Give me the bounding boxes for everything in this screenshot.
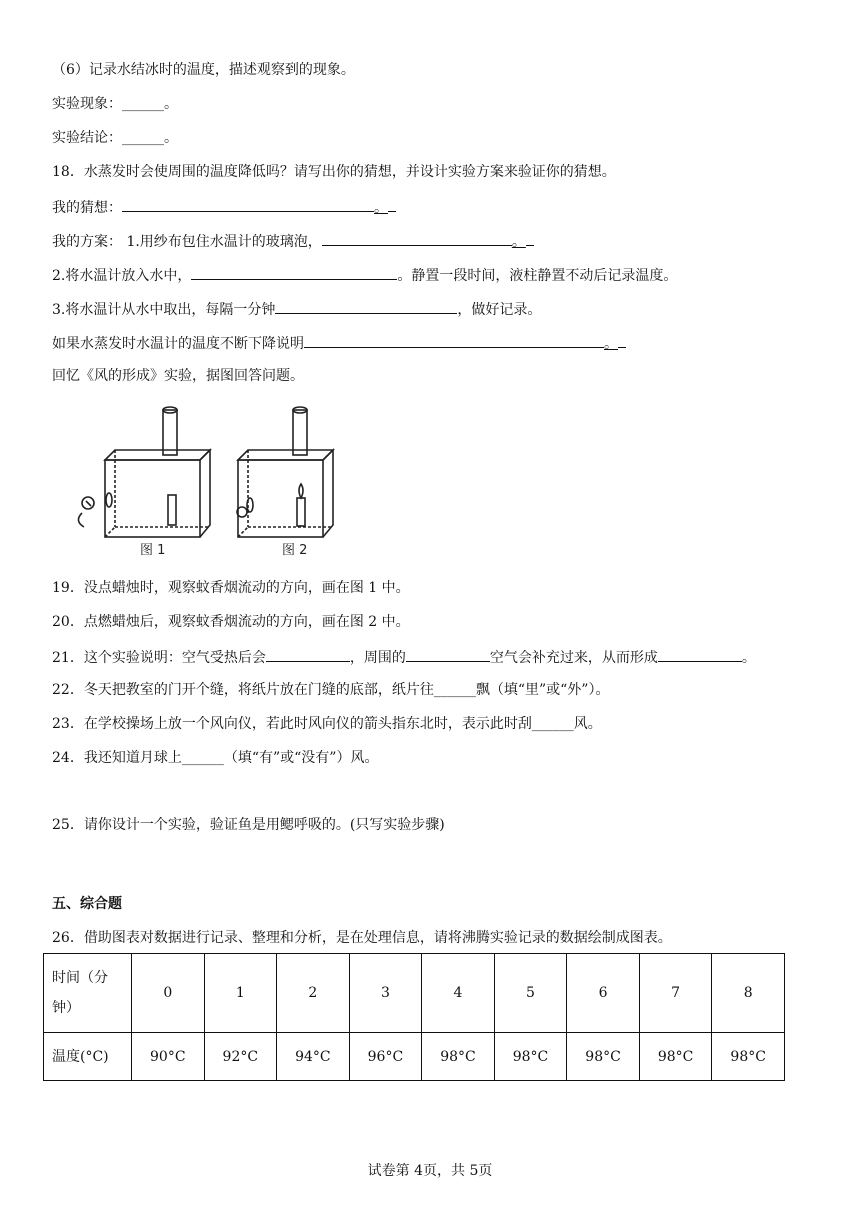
temp-cell: 98°C	[567, 1033, 640, 1081]
plan-step1: 我的方案： 1.用纱布包住水温计的玻璃泡，	[52, 234, 322, 250]
q21-blank-3[interactable]	[658, 646, 742, 662]
temp-header: 温度(°C)	[44, 1033, 132, 1081]
q21-part-c: 空气会补充过来，从而形成	[489, 650, 658, 666]
time-cell: 0	[132, 954, 205, 1033]
q21-blank-2[interactable]	[406, 646, 490, 662]
wind-experiment-figure	[60, 395, 360, 560]
question-25: 25．请你设计一个实验，验证鱼是用鳃呼吸的。(只写实验步骤)	[52, 817, 445, 833]
guess-blank[interactable]	[122, 196, 374, 212]
boiling-data-table	[43, 953, 785, 1081]
temp-cell: 98°C	[639, 1033, 712, 1081]
if-blank[interactable]	[304, 332, 604, 348]
end-underline	[388, 196, 396, 212]
plan-step2-blank[interactable]	[191, 264, 397, 280]
plan-step3-blank[interactable]	[275, 298, 457, 314]
question-18: 18．水蒸发时会使周围的温度降低吗？请写出你的猜想，并设计实验方案来验证你的猜想。	[52, 164, 616, 180]
temp-cell: 98°C	[712, 1033, 785, 1081]
plan-step1-blank[interactable]	[322, 230, 512, 246]
time-cell: 5	[494, 954, 567, 1033]
question-26: 26．借助图表对数据进行记录、整理和分析，是在处理信息，请将沸腾实验记录的数据绘制成图表。	[52, 930, 672, 946]
figure-2-box	[237, 407, 333, 537]
time-cell: 3	[349, 954, 422, 1033]
question-21	[52, 646, 756, 668]
if-text: 如果水蒸发时水温计的温度不断下降说明	[52, 336, 304, 352]
temp-cell: 90°C	[132, 1033, 205, 1081]
plan-step2-b: 。静置一段时间，液柱静置不动后记录温度。	[397, 268, 678, 284]
time-cell: 1	[204, 954, 277, 1033]
plan-step2-a: 2.将水温计放入水中，	[52, 268, 192, 284]
q21-end: 。	[741, 650, 756, 666]
question-19: 19．没点蜡烛时，观察蚊香烟流动的方向，画在图 1 中。	[52, 580, 410, 596]
plan-step3-a: 3.将水温计从水中取出，每隔一分钟	[52, 302, 276, 318]
temp-cell: 98°C	[494, 1033, 567, 1081]
figure-1-box	[78, 407, 210, 537]
q21-part-a: 21．这个实验说明：空气受热后会	[52, 650, 266, 666]
recall-line: 回忆《风的形成》实验，据图回答问题。	[52, 368, 304, 384]
temp-cell: 98°C	[422, 1033, 495, 1081]
time-header: 时间（分 钟）	[44, 954, 132, 1033]
figure-2-label: 图 2	[282, 543, 308, 558]
end-mark: 。	[511, 234, 526, 250]
time-cell: 6	[567, 954, 640, 1033]
time-cell: 8	[712, 954, 785, 1033]
plan-step3-b: ，做好记录。	[457, 302, 542, 318]
question-20: 20．点燃蜡烛后，观察蚊香烟流动的方向，画在图 2 中。	[52, 614, 410, 630]
temp-cell: 92°C	[204, 1033, 277, 1081]
question-23: 23．在学校操场上放一个风向仪，若此时风向仪的箭头指东北时，表示此时刮______风。	[52, 716, 602, 732]
time-cell: 7	[639, 954, 712, 1033]
table-row	[44, 954, 785, 1033]
plan-step2-line	[52, 264, 677, 286]
experiment-phenomenon: 实验现象：______。	[52, 96, 178, 112]
my-plan-line	[52, 230, 534, 252]
my-guess-line	[52, 196, 396, 218]
end-mark: 。	[604, 336, 618, 352]
q21-blank-1[interactable]	[266, 646, 350, 662]
temp-cell: 94°C	[277, 1033, 350, 1081]
time-cell: 2	[277, 954, 350, 1033]
section-5-heading: 五、综合题	[52, 896, 122, 912]
table-row	[44, 1033, 785, 1081]
question-22: 22．冬天把教室的门开个缝，将纸片放在门缝的底部，纸片往______飘（填“里”或“外”）。	[52, 682, 610, 698]
experiment-conclusion: 实验结论：______。	[52, 130, 178, 146]
question-17-6: （6）记录水结冰时的温度，描述观察到的现象。	[52, 62, 355, 78]
plan-step3-line	[52, 298, 541, 320]
question-24: 24．我还知道月球上______（填“有”或“没有”）风。	[52, 750, 379, 766]
my-guess-label: 我的猜想：	[52, 200, 122, 216]
end-underline	[618, 332, 626, 348]
end-mark: 。	[374, 200, 388, 216]
figure-1-label: 图 1	[140, 543, 166, 558]
if-line	[52, 332, 626, 354]
q21-part-b: ，周围的	[349, 650, 406, 666]
page-footer: 试卷第 4页，共 5页	[367, 1163, 493, 1179]
end-underline	[526, 230, 534, 246]
time-cell: 4	[422, 954, 495, 1033]
temp-cell: 96°C	[349, 1033, 422, 1081]
